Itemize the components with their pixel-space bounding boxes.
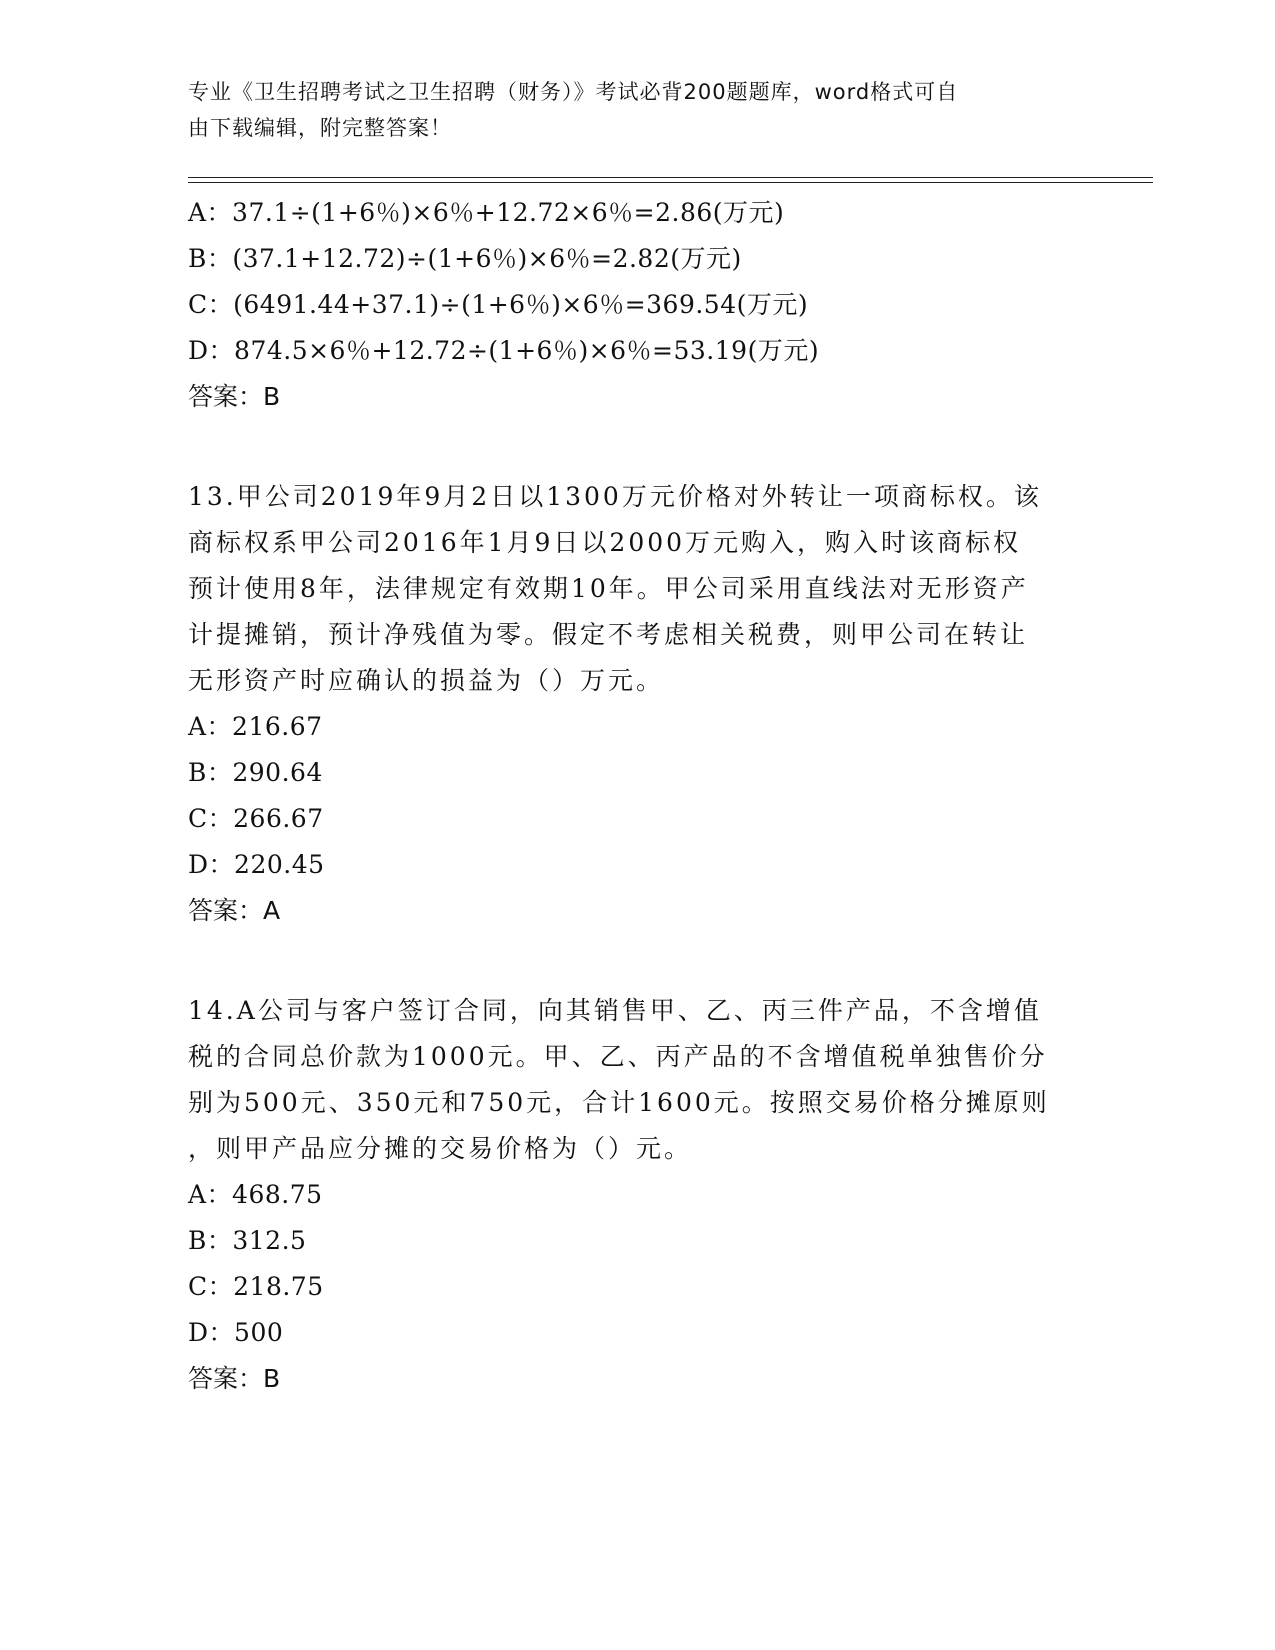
option-b: B：290.64	[188, 758, 323, 787]
question-line: 无形资产时应确认的损益为（）万元。	[188, 666, 665, 695]
option-a: A：37.1÷(1+6％)×6％+12.72×6％=2.86(万元)	[188, 198, 785, 227]
spacer	[188, 934, 1088, 988]
question-line: 计提摊销，预计净残值为零。假定不考虑相关税费，则甲公司在转让	[188, 620, 1029, 649]
option-c: C：266.67	[188, 804, 324, 833]
option-b: B：(37.1+12.72)÷(1+6％)×6％=2.82(万元)	[188, 244, 742, 273]
header-line-1: 专业《卫生招聘考试之卫生招聘（财务）》考试必背200题题库，word格式可自	[188, 80, 959, 104]
question-text	[188, 474, 1078, 704]
option-d: D：500	[188, 1318, 284, 1347]
question-line: 13.甲公司2019年9月2日以1300万元价格对外转让一项商标权。该	[188, 482, 1042, 511]
option-a: A：216.67	[188, 712, 323, 741]
option-c: C：218.75	[188, 1272, 324, 1301]
header-divider-bottom	[188, 182, 1153, 183]
answer: 答案：B	[188, 1364, 281, 1393]
question-line: 14.A公司与客户签订合同，向其销售甲、乙、丙三件产品，不含增值	[188, 996, 1042, 1025]
question-12	[188, 190, 1088, 420]
answer: 答案：B	[188, 382, 281, 411]
document-header	[188, 74, 1068, 146]
question-line: 别为500元、350元和750元，合计1600元。按照交易价格分摊原则	[188, 1088, 1050, 1117]
question-line: 预计使用8年，法律规定有效期10年。甲公司采用直线法对无形资产	[188, 574, 1029, 603]
option-b: B：312.5	[188, 1226, 307, 1255]
question-13	[188, 474, 1088, 934]
question-line: 税的合同总价款为1000元。甲、乙、丙产品的不含增值税单独售价分	[188, 1042, 1048, 1071]
question-text	[188, 988, 1078, 1172]
answer: 答案：A	[188, 896, 281, 925]
question-line: 商标权系甲公司2016年1月9日以2000万元购入，购入时该商标权	[188, 528, 1022, 557]
option-d: D：874.5×6％+12.72÷(1+6％)×6％=53.19(万元)	[188, 336, 820, 365]
question-line: ，则甲产品应分摊的交易价格为（）元。	[188, 1134, 693, 1163]
header-divider-top	[188, 177, 1153, 178]
question-14	[188, 988, 1088, 1402]
option-a: A：468.75	[188, 1180, 323, 1209]
header-line-2: 由下载编辑，附完整答案！	[188, 116, 452, 140]
option-c: C：(6491.44+37.1)÷(1+6％)×6％=369.54(万元)	[188, 290, 809, 319]
spacer	[188, 420, 1088, 474]
option-d: D：220.45	[188, 850, 325, 879]
document-body	[188, 190, 1088, 1402]
